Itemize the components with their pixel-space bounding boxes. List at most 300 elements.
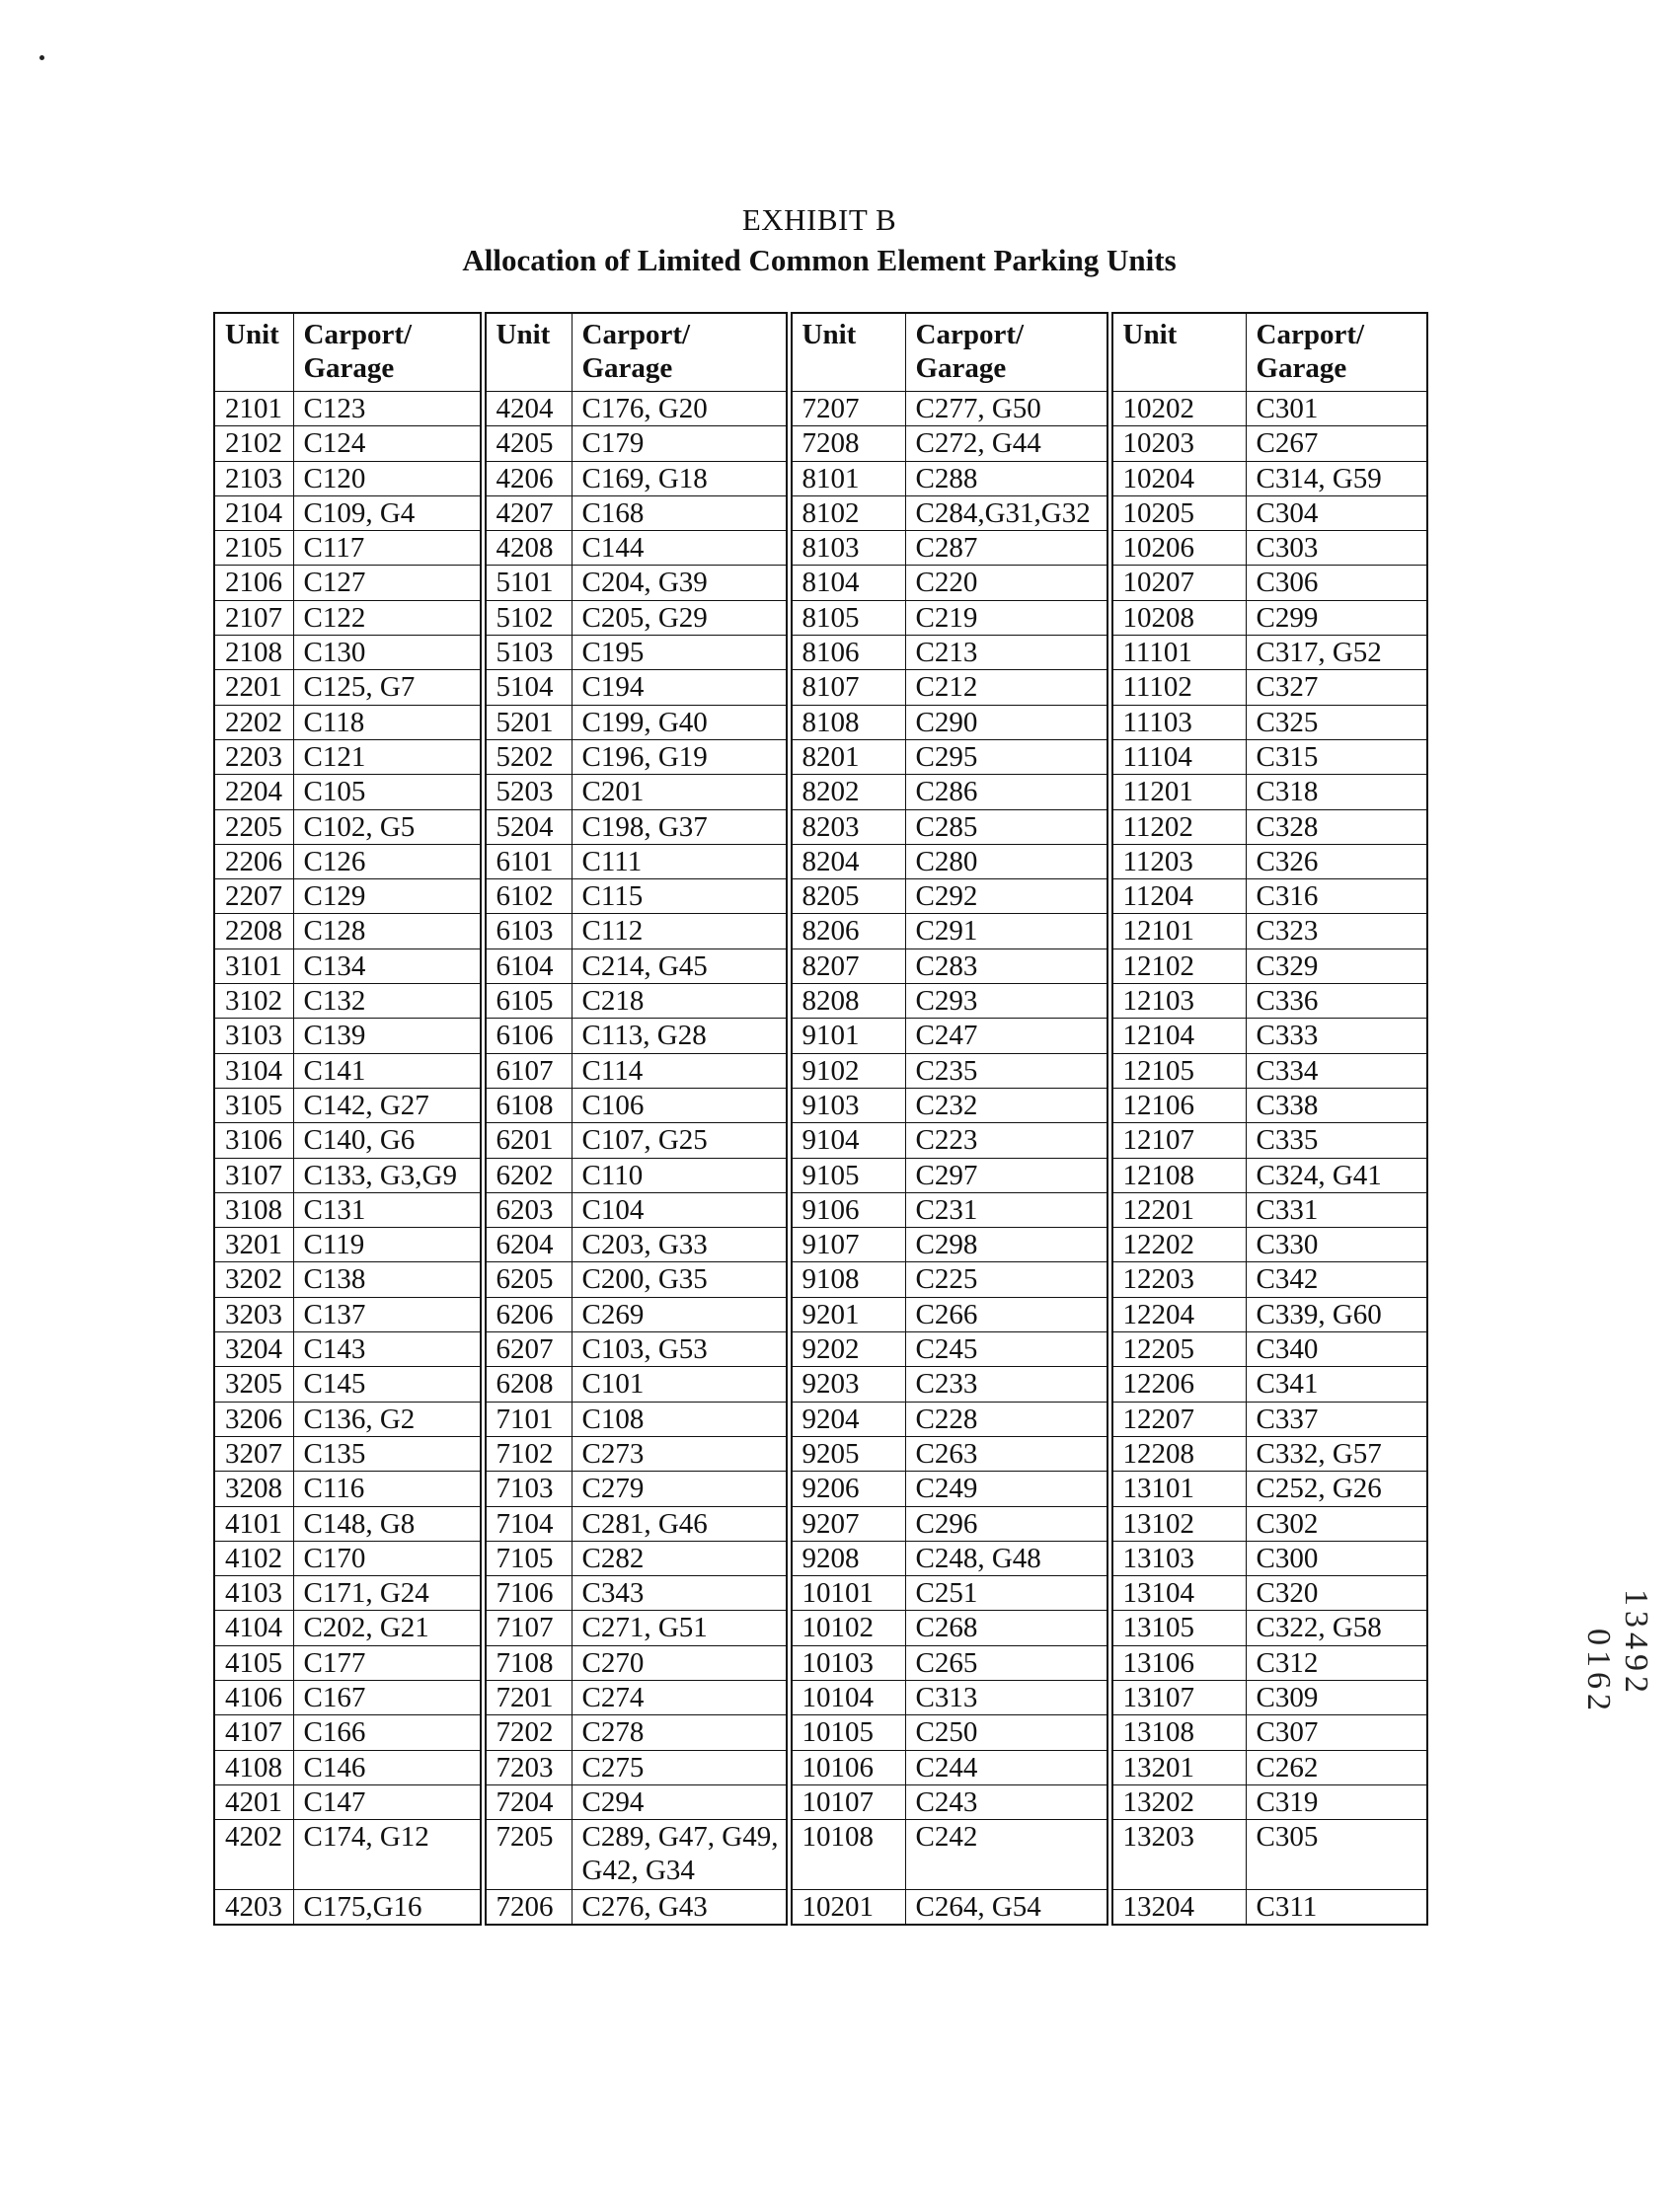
carport-garage-cell: C320 xyxy=(1246,1576,1427,1611)
carport-garage-cell: C108 xyxy=(572,1402,789,1436)
unit-cell: 10202 xyxy=(1109,392,1246,426)
unit-cell: 12208 xyxy=(1109,1436,1246,1471)
unit-cell: 7203 xyxy=(483,1750,572,1784)
carport-garage-cell: C135 xyxy=(293,1436,483,1471)
carport-garage-cell: C145 xyxy=(293,1367,483,1402)
carport-garage-cell: C311 xyxy=(1246,1890,1427,1926)
unit-cell: 7103 xyxy=(483,1472,572,1506)
carport-garage-cell: C243 xyxy=(905,1784,1109,1819)
table-row xyxy=(214,1297,1427,1331)
unit-cell: 12205 xyxy=(1109,1332,1246,1367)
carport-garage-cell: C144 xyxy=(572,531,789,566)
unit-cell: 9106 xyxy=(789,1192,905,1227)
unit-cell: 11104 xyxy=(1109,739,1246,774)
unit-cell: 13204 xyxy=(1109,1890,1246,1926)
unit-cell: 6202 xyxy=(483,1158,572,1192)
carport-garage-cell: C101 xyxy=(572,1367,789,1402)
table-row xyxy=(214,1820,1427,1890)
unit-cell: 8105 xyxy=(789,600,905,635)
carport-garage-cell: C115 xyxy=(572,879,789,914)
unit-cell: 12104 xyxy=(1109,1019,1246,1053)
carport-garage-cell: C202, G21 xyxy=(293,1611,483,1645)
unit-cell: 9107 xyxy=(789,1228,905,1262)
unit-cell: 11101 xyxy=(1109,636,1246,670)
carport-garage-cell: C269 xyxy=(572,1297,789,1331)
recording-book-number: 13492 xyxy=(1618,1589,1654,1698)
carport-garage-cell: C200, G35 xyxy=(572,1262,789,1297)
carport-garage-cell: C167 xyxy=(293,1680,483,1714)
unit-cell: 2205 xyxy=(214,809,293,844)
table-row xyxy=(214,670,1427,705)
table-row xyxy=(214,1576,1427,1611)
table-row xyxy=(214,1680,1427,1714)
unit-cell: 9203 xyxy=(789,1367,905,1402)
carport-garage-cell: C329 xyxy=(1246,948,1427,983)
carport-garage-cell: C247 xyxy=(905,1019,1109,1053)
carport-garage-cell: C105 xyxy=(293,775,483,809)
carport-garage-cell: C337 xyxy=(1246,1402,1427,1436)
parking-allocation-table xyxy=(213,312,1428,1926)
unit-cell: 13106 xyxy=(1109,1645,1246,1680)
unit-cell: 3204 xyxy=(214,1332,293,1367)
unit-cell: 12103 xyxy=(1109,984,1246,1019)
unit-cell: 8204 xyxy=(789,844,905,878)
carport-garage-cell: C313 xyxy=(905,1680,1109,1714)
carport-garage-cell: C218 xyxy=(572,984,789,1019)
carport-garage-cell: C242 xyxy=(905,1820,1109,1890)
unit-cell: 6102 xyxy=(483,879,572,914)
carport-garage-cell: C330 xyxy=(1246,1228,1427,1262)
unit-cell: 9102 xyxy=(789,1053,905,1088)
carport-garage-cell: C284,G31,G32 xyxy=(905,495,1109,530)
unit-cell: 8201 xyxy=(789,739,905,774)
carport-garage-cell: C112 xyxy=(572,914,789,948)
unit-cell: 13101 xyxy=(1109,1472,1246,1506)
carport-garage-cell: C298 xyxy=(905,1228,1109,1262)
carport-garage-cell: C341 xyxy=(1246,1367,1427,1402)
unit-cell: 12108 xyxy=(1109,1158,1246,1192)
carport-garage-cell: C134 xyxy=(293,948,483,983)
table-row xyxy=(214,705,1427,739)
unit-cell: 5202 xyxy=(483,739,572,774)
carport-garage-cell: C107, G25 xyxy=(572,1123,789,1158)
carport-garage-cell: C312 xyxy=(1246,1645,1427,1680)
table-row xyxy=(214,636,1427,670)
carport-garage-cell: C315 xyxy=(1246,739,1427,774)
unit-cell: 10108 xyxy=(789,1820,905,1890)
unit-cell: 6106 xyxy=(483,1019,572,1053)
table-row xyxy=(214,426,1427,461)
exhibit-title: EXHIBIT B xyxy=(741,202,897,237)
table-row xyxy=(214,1645,1427,1680)
carport-garage-cell: C116 xyxy=(293,1472,483,1506)
carport-garage-cell: C131 xyxy=(293,1192,483,1227)
carport-garage-cell: C252, G26 xyxy=(1246,1472,1427,1506)
unit-cell: 10208 xyxy=(1109,600,1246,635)
carport-garage-cell: C331 xyxy=(1246,1192,1427,1227)
carport-garage-cell: C201 xyxy=(572,775,789,809)
unit-cell: 11204 xyxy=(1109,879,1246,914)
unit-cell: 10103 xyxy=(789,1645,905,1680)
unit-cell: 3107 xyxy=(214,1158,293,1192)
unit-cell: 12201 xyxy=(1109,1192,1246,1227)
unit-cell: 7201 xyxy=(483,1680,572,1714)
unit-cell: 8106 xyxy=(789,636,905,670)
carport-garage-cell: C309 xyxy=(1246,1680,1427,1714)
unit-cell: 3103 xyxy=(214,1019,293,1053)
unit-cell: 5103 xyxy=(483,636,572,670)
carport-garage-cell: C274 xyxy=(572,1680,789,1714)
carport-garage-cell: C286 xyxy=(905,775,1109,809)
carport-garage-cell: C305 xyxy=(1246,1820,1427,1890)
unit-cell: 4206 xyxy=(483,461,572,495)
unit-cell: 2206 xyxy=(214,844,293,878)
carport-garage-cell: C326 xyxy=(1246,844,1427,878)
unit-cell: 7202 xyxy=(483,1715,572,1750)
header-carport-garage: Carport/ Garage xyxy=(905,313,1109,392)
carport-garage-cell: C275 xyxy=(572,1750,789,1784)
unit-cell: 10206 xyxy=(1109,531,1246,566)
carport-garage-cell: C270 xyxy=(572,1645,789,1680)
unit-cell: 9108 xyxy=(789,1262,905,1297)
unit-cell: 2203 xyxy=(214,739,293,774)
unit-cell: 4204 xyxy=(483,392,572,426)
unit-cell: 9201 xyxy=(789,1297,905,1331)
header-unit: Unit xyxy=(1109,313,1246,392)
unit-cell: 9104 xyxy=(789,1123,905,1158)
unit-cell: 7101 xyxy=(483,1402,572,1436)
unit-cell: 3104 xyxy=(214,1053,293,1088)
unit-cell: 13203 xyxy=(1109,1820,1246,1890)
unit-cell: 10107 xyxy=(789,1784,905,1819)
unit-cell: 7105 xyxy=(483,1541,572,1575)
carport-garage-cell: C245 xyxy=(905,1332,1109,1367)
unit-cell: 8101 xyxy=(789,461,905,495)
unit-cell: 10201 xyxy=(789,1890,905,1926)
unit-cell: 4102 xyxy=(214,1541,293,1575)
carport-garage-cell: C219 xyxy=(905,600,1109,635)
carport-garage-cell: C220 xyxy=(905,566,1109,600)
unit-cell: 9205 xyxy=(789,1436,905,1471)
carport-garage-cell: C125, G7 xyxy=(293,670,483,705)
carport-garage-cell: C297 xyxy=(905,1158,1109,1192)
unit-cell: 11203 xyxy=(1109,844,1246,878)
carport-garage-cell: C141 xyxy=(293,1053,483,1088)
unit-cell: 2107 xyxy=(214,600,293,635)
unit-cell: 11102 xyxy=(1109,670,1246,705)
carport-garage-cell: C140, G6 xyxy=(293,1123,483,1158)
carport-garage-cell: C177 xyxy=(293,1645,483,1680)
unit-cell: 4202 xyxy=(214,1820,293,1890)
unit-cell: 4105 xyxy=(214,1645,293,1680)
table-row xyxy=(214,566,1427,600)
unit-cell: 8206 xyxy=(789,914,905,948)
carport-garage-cell: C123 xyxy=(293,392,483,426)
carport-garage-cell: C148, G8 xyxy=(293,1506,483,1541)
carport-garage-cell: C203, G33 xyxy=(572,1228,789,1262)
carport-garage-cell: C325 xyxy=(1246,705,1427,739)
carport-garage-cell: C232 xyxy=(905,1088,1109,1122)
carport-garage-cell: C279 xyxy=(572,1472,789,1506)
table-row xyxy=(214,1750,1427,1784)
carport-garage-cell: C277, G50 xyxy=(905,392,1109,426)
carport-garage-cell: C119 xyxy=(293,1228,483,1262)
carport-garage-cell: C288 xyxy=(905,461,1109,495)
table-row xyxy=(214,1784,1427,1819)
carport-garage-cell: C137 xyxy=(293,1297,483,1331)
table-row xyxy=(214,461,1427,495)
unit-cell: 5104 xyxy=(483,670,572,705)
table-row xyxy=(214,1158,1427,1192)
carport-garage-cell: C251 xyxy=(905,1576,1109,1611)
carport-garage-cell: C338 xyxy=(1246,1088,1427,1122)
carport-garage-cell: C106 xyxy=(572,1088,789,1122)
unit-cell: 8203 xyxy=(789,809,905,844)
unit-cell: 4205 xyxy=(483,426,572,461)
carport-garage-cell: C235 xyxy=(905,1053,1109,1088)
table-row xyxy=(214,1541,1427,1575)
unit-cell: 5101 xyxy=(483,566,572,600)
unit-cell: 9202 xyxy=(789,1332,905,1367)
carport-garage-cell: C175,G16 xyxy=(293,1890,483,1926)
unit-cell: 3108 xyxy=(214,1192,293,1227)
unit-cell: 8102 xyxy=(789,495,905,530)
carport-garage-cell: C198, G37 xyxy=(572,809,789,844)
unit-cell: 4107 xyxy=(214,1715,293,1750)
header-carport-garage: Carport/ Garage xyxy=(1246,313,1427,392)
carport-garage-cell: C319 xyxy=(1246,1784,1427,1819)
carport-garage-cell: C130 xyxy=(293,636,483,670)
unit-cell: 5204 xyxy=(483,809,572,844)
table-row xyxy=(214,948,1427,983)
unit-cell: 6208 xyxy=(483,1367,572,1402)
unit-cell: 7104 xyxy=(483,1506,572,1541)
carport-garage-cell: C133, G3,G9 xyxy=(293,1158,483,1192)
header-unit: Unit xyxy=(214,313,293,392)
carport-garage-cell: C228 xyxy=(905,1402,1109,1436)
unit-cell: 12207 xyxy=(1109,1402,1246,1436)
unit-cell: 2102 xyxy=(214,426,293,461)
table-row xyxy=(214,1472,1427,1506)
unit-cell: 8202 xyxy=(789,775,905,809)
table-row xyxy=(214,1890,1427,1926)
carport-garage-cell: C179 xyxy=(572,426,789,461)
unit-cell: 9207 xyxy=(789,1506,905,1541)
unit-cell: 3207 xyxy=(214,1436,293,1471)
unit-cell: 13104 xyxy=(1109,1576,1246,1611)
carport-garage-cell: C122 xyxy=(293,600,483,635)
unit-cell: 8107 xyxy=(789,670,905,705)
carport-garage-cell: C103, G53 xyxy=(572,1332,789,1367)
unit-cell: 7108 xyxy=(483,1645,572,1680)
table-row xyxy=(214,600,1427,635)
unit-cell: 11103 xyxy=(1109,705,1246,739)
carport-garage-cell: C271, G51 xyxy=(572,1611,789,1645)
carport-garage-cell: C281, G46 xyxy=(572,1506,789,1541)
unit-cell: 6203 xyxy=(483,1192,572,1227)
unit-cell: 10101 xyxy=(789,1576,905,1611)
unit-cell: 13105 xyxy=(1109,1611,1246,1645)
unit-cell: 6108 xyxy=(483,1088,572,1122)
carport-garage-cell: C147 xyxy=(293,1784,483,1819)
unit-cell: 7102 xyxy=(483,1436,572,1471)
table-row xyxy=(214,1506,1427,1541)
unit-cell: 9101 xyxy=(789,1019,905,1053)
unit-cell: 2101 xyxy=(214,392,293,426)
table-row xyxy=(214,1053,1427,1088)
carport-garage-cell: C268 xyxy=(905,1611,1109,1645)
table-row xyxy=(214,1611,1427,1645)
unit-cell: 2201 xyxy=(214,670,293,705)
carport-garage-cell: C316 xyxy=(1246,879,1427,914)
carport-garage-cell: C262 xyxy=(1246,1750,1427,1784)
carport-garage-cell: C124 xyxy=(293,426,483,461)
carport-garage-cell: C249 xyxy=(905,1472,1109,1506)
carport-garage-cell: C264, G54 xyxy=(905,1890,1109,1926)
table-row xyxy=(214,1192,1427,1227)
carport-garage-cell: C168 xyxy=(572,495,789,530)
carport-garage-cell: C120 xyxy=(293,461,483,495)
unit-cell: 6207 xyxy=(483,1332,572,1367)
unit-cell: 3206 xyxy=(214,1402,293,1436)
carport-garage-cell: C339, G60 xyxy=(1246,1297,1427,1331)
carport-garage-cell: C248, G48 xyxy=(905,1541,1109,1575)
unit-cell: 2202 xyxy=(214,705,293,739)
table-row xyxy=(214,531,1427,566)
unit-cell: 4104 xyxy=(214,1611,293,1645)
carport-garage-cell: C342 xyxy=(1246,1262,1427,1297)
carport-garage-cell: C332, G57 xyxy=(1246,1436,1427,1471)
carport-garage-cell: C333 xyxy=(1246,1019,1427,1053)
unit-cell: 10203 xyxy=(1109,426,1246,461)
unit-cell: 2106 xyxy=(214,566,293,600)
table-row xyxy=(214,495,1427,530)
table-row xyxy=(214,1019,1427,1053)
carport-garage-cell: C126 xyxy=(293,844,483,878)
carport-garage-cell: C174, G12 xyxy=(293,1820,483,1890)
carport-garage-cell: C110 xyxy=(572,1158,789,1192)
table-row xyxy=(214,1088,1427,1122)
carport-garage-cell: C294 xyxy=(572,1784,789,1819)
unit-cell: 6205 xyxy=(483,1262,572,1297)
header-unit: Unit xyxy=(789,313,905,392)
unit-cell: 8108 xyxy=(789,705,905,739)
recording-page-number: 0162 xyxy=(1580,1629,1617,1715)
carport-garage-cell: C205, G29 xyxy=(572,600,789,635)
table-row xyxy=(214,392,1427,426)
carport-garage-cell: C233 xyxy=(905,1367,1109,1402)
unit-cell: 2207 xyxy=(214,879,293,914)
table-row xyxy=(214,739,1427,774)
carport-garage-cell: C291 xyxy=(905,914,1109,948)
carport-garage-cell: C304 xyxy=(1246,495,1427,530)
scan-speck xyxy=(39,55,44,60)
carport-garage-cell: C225 xyxy=(905,1262,1109,1297)
unit-cell: 12107 xyxy=(1109,1123,1246,1158)
unit-cell: 6107 xyxy=(483,1053,572,1088)
unit-cell: 7207 xyxy=(789,392,905,426)
carport-garage-cell: C318 xyxy=(1246,775,1427,809)
unit-cell: 12203 xyxy=(1109,1262,1246,1297)
unit-cell: 10205 xyxy=(1109,495,1246,530)
carport-garage-cell: C267 xyxy=(1246,426,1427,461)
carport-garage-cell: C263 xyxy=(905,1436,1109,1471)
unit-cell: 7107 xyxy=(483,1611,572,1645)
unit-cell: 12102 xyxy=(1109,948,1246,983)
header-unit: Unit xyxy=(483,313,572,392)
table-row xyxy=(214,775,1427,809)
unit-cell: 9103 xyxy=(789,1088,905,1122)
unit-cell: 5102 xyxy=(483,600,572,635)
table-row xyxy=(214,914,1427,948)
unit-cell: 12101 xyxy=(1109,914,1246,948)
table-row xyxy=(214,1402,1427,1436)
carport-garage-cell: C278 xyxy=(572,1715,789,1750)
unit-cell: 10204 xyxy=(1109,461,1246,495)
unit-cell: 7205 xyxy=(483,1820,572,1890)
unit-cell: 3201 xyxy=(214,1228,293,1262)
carport-garage-cell: C132 xyxy=(293,984,483,1019)
unit-cell: 10105 xyxy=(789,1715,905,1750)
unit-cell: 6104 xyxy=(483,948,572,983)
unit-cell: 10106 xyxy=(789,1750,905,1784)
carport-garage-cell: C265 xyxy=(905,1645,1109,1680)
unit-cell: 3101 xyxy=(214,948,293,983)
carport-garage-cell: C128 xyxy=(293,914,483,948)
unit-cell: 8104 xyxy=(789,566,905,600)
carport-garage-cell: C280 xyxy=(905,844,1109,878)
carport-garage-cell: C170 xyxy=(293,1541,483,1575)
carport-garage-cell: C139 xyxy=(293,1019,483,1053)
carport-garage-cell: C104 xyxy=(572,1192,789,1227)
carport-garage-cell: C111 xyxy=(572,844,789,878)
table-row xyxy=(214,1228,1427,1262)
unit-cell: 7208 xyxy=(789,426,905,461)
carport-garage-cell: C335 xyxy=(1246,1123,1427,1158)
carport-garage-cell: C171, G24 xyxy=(293,1576,483,1611)
unit-cell: 13108 xyxy=(1109,1715,1246,1750)
unit-cell: 6204 xyxy=(483,1228,572,1262)
carport-garage-cell: C194 xyxy=(572,670,789,705)
carport-garage-cell: C102, G5 xyxy=(293,809,483,844)
unit-cell: 2105 xyxy=(214,531,293,566)
unit-cell: 12106 xyxy=(1109,1088,1246,1122)
unit-cell: 2208 xyxy=(214,914,293,948)
carport-garage-cell: C306 xyxy=(1246,566,1427,600)
carport-garage-cell: C299 xyxy=(1246,600,1427,635)
carport-garage-cell: C136, G2 xyxy=(293,1402,483,1436)
carport-garage-cell: C196, G19 xyxy=(572,739,789,774)
unit-cell: 6103 xyxy=(483,914,572,948)
carport-garage-cell: C204, G39 xyxy=(572,566,789,600)
unit-cell: 7106 xyxy=(483,1576,572,1611)
carport-garage-cell: C109, G4 xyxy=(293,495,483,530)
unit-cell: 4103 xyxy=(214,1576,293,1611)
exhibit-subtitle: Allocation of Limited Common Element Parking Units xyxy=(462,243,1177,277)
unit-cell: 4101 xyxy=(214,1506,293,1541)
table-row xyxy=(214,844,1427,878)
unit-cell: 2103 xyxy=(214,461,293,495)
unit-cell: 9206 xyxy=(789,1472,905,1506)
carport-garage-cell: C295 xyxy=(905,739,1109,774)
unit-cell: 13107 xyxy=(1109,1680,1246,1714)
carport-garage-cell: C292 xyxy=(905,879,1109,914)
carport-garage-cell: C129 xyxy=(293,879,483,914)
carport-garage-cell: C214, G45 xyxy=(572,948,789,983)
carport-garage-cell: C114 xyxy=(572,1053,789,1088)
table-row xyxy=(214,809,1427,844)
table-row xyxy=(214,1367,1427,1402)
